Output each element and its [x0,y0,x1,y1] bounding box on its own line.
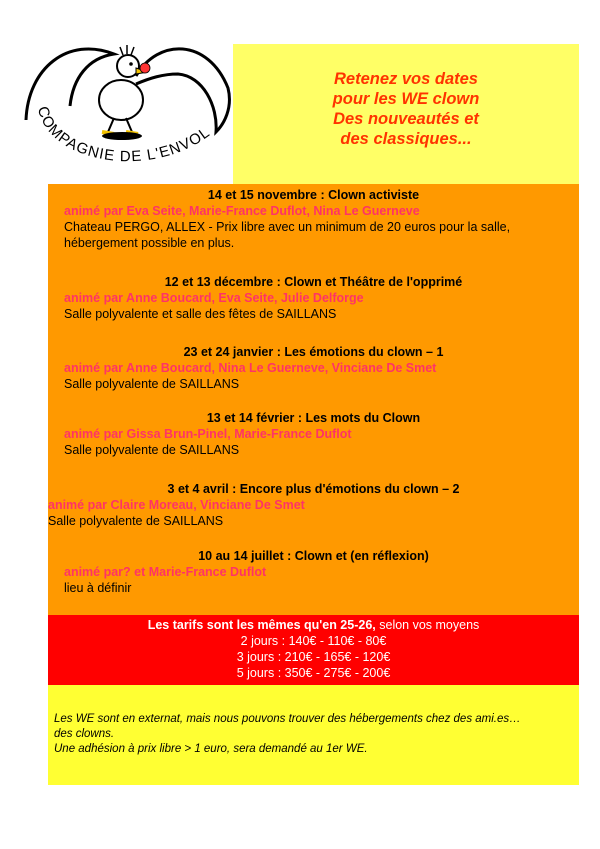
event-title: 12 et 13 décembre : Clown et Théâtre de l'opprimé [164,275,463,289]
notes-section [48,685,579,785]
event-host: animé par Anne Boucard, Eva Seite, Julie Delforge [64,291,364,305]
header-box [233,44,579,184]
tagline-line: Des nouveautés et [333,110,479,128]
company-logo [18,28,238,188]
logo-text: COMPAGNIE DE L'ENVOL [33,104,214,166]
event-place: Salle polyvalente de SAILLANS [64,443,240,457]
event-place: Salle polyvalente de SAILLANS [48,514,224,528]
event-host: animé par Claire Moreau, Vinciane De Smet [48,498,305,512]
event-item [48,274,579,322]
event-place: lieu à définir [64,581,132,595]
tagline [233,69,579,149]
prices-section [48,615,579,685]
event-title: 14 et 15 novembre : Clown activiste [207,188,420,202]
tagline-line: des classiques... [340,130,472,148]
event-host: animé par? et Marie-France Duflot [64,565,267,579]
note-line: des clowns. [54,728,115,740]
event-title: 10 au 14 juillet : Clown et (en réflexion) [198,549,429,563]
tagline-line: pour les WE clown [332,90,480,108]
note-line: Les WE sont en externat, mais nous pouvons trouver des hébergements chez des ami.es… [54,713,521,725]
event-item [48,344,579,392]
event-title: 13 et 14 février : Les mots du Clown [206,411,421,425]
seagull-logo-icon [18,28,238,188]
event-item [48,548,579,596]
event-place: Salle polyvalente et salle des fêtes de SAILLANS [64,307,337,321]
events-section [48,184,579,615]
prices-intro-rest: selon vos moyens [375,618,480,632]
prices-intro-bold: Les tarifs sont les mêmes qu'en 25-26, [147,618,376,632]
event-item [48,410,579,458]
event-title: 23 et 24 janvier : Les émotions du clown – 1 [183,345,444,359]
event-title: 3 et 4 avril : Encore plus d'émotions du clown – 2 [167,482,460,496]
price-row: 5 jours : 350€ - 275€ - 200€ [236,666,391,680]
event-host: animé par Eva Seite, Marie-France Duflot, Nina Le Guerneve [64,204,420,218]
event-place: Chateau PERGO, ALLEX - Prix libre avec un minimum de 20 euros pour la salle, [64,220,511,234]
tagline-line: Retenez vos dates [334,70,478,88]
event-item [48,481,579,529]
event-place: Salle polyvalente de SAILLANS [64,377,240,391]
event-host: animé par Anne Boucard, Nina Le Guerneve, Vinciane De Smet [64,361,437,375]
notes-text [54,712,534,757]
price-row: 3 jours : 210€ - 165€ - 120€ [236,650,391,664]
prices-intro [48,617,579,633]
note-line: Une adhésion à prix libre > 1 euro, sera demandé au 1er WE. [54,743,368,755]
event-place-cont: hébergement possible en plus. [64,236,235,250]
event-host: animé par Gissa Brun-Pinel, Marie-France Duflot [64,427,352,441]
price-row: 2 jours : 140€ - 110€ - 80€ [240,634,387,648]
event-item [48,187,579,251]
